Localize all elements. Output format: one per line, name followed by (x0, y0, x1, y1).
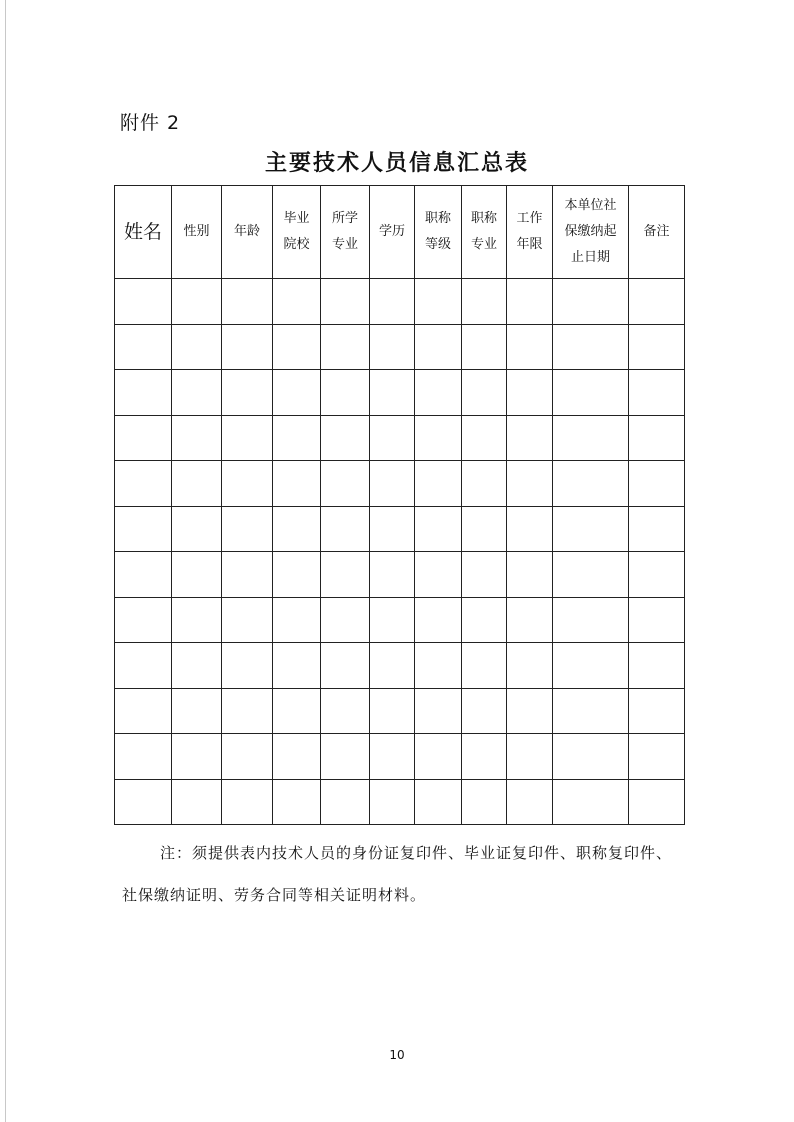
table-cell[interactable] (222, 324, 273, 370)
table-cell[interactable] (273, 506, 321, 552)
table-cell[interactable] (370, 552, 415, 598)
table-cell[interactable] (629, 461, 685, 507)
table-cell[interactable] (415, 461, 462, 507)
table-cell[interactable] (415, 506, 462, 552)
table-row (115, 506, 685, 552)
table-cell[interactable] (370, 324, 415, 370)
table-cell[interactable] (172, 279, 222, 325)
table-cell[interactable] (172, 370, 222, 416)
table-cell[interactable] (321, 506, 370, 552)
table-cell[interactable] (415, 597, 462, 643)
table-row (115, 597, 685, 643)
table-cell[interactable] (273, 415, 321, 461)
table-cell[interactable] (321, 415, 370, 461)
table-cell[interactable] (370, 370, 415, 416)
table-cell[interactable] (415, 370, 462, 416)
table-cell[interactable] (370, 734, 415, 780)
table-cell[interactable] (507, 370, 553, 416)
table-cell[interactable] (629, 779, 685, 825)
table-cell[interactable] (115, 597, 172, 643)
table-cell[interactable] (172, 324, 222, 370)
table-cell[interactable] (273, 324, 321, 370)
header-name: 姓名 (115, 186, 172, 279)
table-cell[interactable] (415, 688, 462, 734)
table-cell[interactable] (222, 597, 273, 643)
header-social-security-period: 本单位社 保缴纳起 止日期 (553, 186, 629, 279)
attachment-label: 附件 2 (120, 112, 181, 134)
table-cell[interactable] (273, 461, 321, 507)
table-cell[interactable] (115, 279, 172, 325)
header-remarks: 备注 (629, 186, 685, 279)
table-cell[interactable] (507, 734, 553, 780)
table-cell[interactable] (321, 643, 370, 689)
table-cell[interactable] (553, 370, 629, 416)
table-cell[interactable] (273, 279, 321, 325)
table-cell[interactable] (273, 779, 321, 825)
table-row (115, 643, 685, 689)
table-cell[interactable] (370, 597, 415, 643)
table-cell[interactable] (507, 415, 553, 461)
table-row (115, 279, 685, 325)
table-cell[interactable] (462, 324, 507, 370)
table-cell[interactable] (507, 461, 553, 507)
table-cell[interactable] (629, 370, 685, 416)
table-cell[interactable] (553, 552, 629, 598)
table-cell[interactable] (370, 461, 415, 507)
table-cell[interactable] (115, 506, 172, 552)
table-cell[interactable] (321, 324, 370, 370)
table-cell[interactable] (222, 370, 273, 416)
table-row (115, 461, 685, 507)
table-cell[interactable] (222, 279, 273, 325)
table-cell[interactable] (507, 506, 553, 552)
table-header-row (115, 186, 685, 279)
table-cell[interactable] (415, 643, 462, 689)
table-cell[interactable] (462, 779, 507, 825)
table-cell[interactable] (370, 779, 415, 825)
table-row (115, 370, 685, 416)
header-title-level: 职称 等级 (415, 186, 462, 279)
table-cell[interactable] (273, 688, 321, 734)
table-cell[interactable] (507, 643, 553, 689)
table-cell[interactable] (321, 370, 370, 416)
table-cell[interactable] (222, 734, 273, 780)
table-row (115, 415, 685, 461)
table-cell[interactable] (222, 506, 273, 552)
table-cell[interactable] (273, 597, 321, 643)
table-cell[interactable] (553, 324, 629, 370)
table-row (115, 688, 685, 734)
table-cell[interactable] (629, 688, 685, 734)
header-major: 所学 专业 (321, 186, 370, 279)
table-cell[interactable] (553, 643, 629, 689)
table-cell[interactable] (172, 506, 222, 552)
table-cell[interactable] (321, 552, 370, 598)
table-cell[interactable] (415, 552, 462, 598)
table-cell[interactable] (172, 643, 222, 689)
table-cell[interactable] (629, 415, 685, 461)
table-row (115, 552, 685, 598)
table-cell[interactable] (415, 279, 462, 325)
table-cell[interactable] (462, 461, 507, 507)
table-cell[interactable] (222, 461, 273, 507)
table-cell[interactable] (462, 370, 507, 416)
table-cell[interactable] (507, 552, 553, 598)
table-cell[interactable] (273, 734, 321, 780)
table-cell[interactable] (321, 461, 370, 507)
table-cell[interactable] (321, 597, 370, 643)
table-cell[interactable] (115, 461, 172, 507)
header-work-years: 工作 年限 (507, 186, 553, 279)
table-cell[interactable] (462, 643, 507, 689)
table-cell[interactable] (507, 324, 553, 370)
table-cell[interactable] (172, 552, 222, 598)
table-cell[interactable] (553, 415, 629, 461)
table-cell[interactable] (415, 779, 462, 825)
table-cell[interactable] (115, 415, 172, 461)
table-cell[interactable] (222, 643, 273, 689)
table-cell[interactable] (462, 415, 507, 461)
table-cell[interactable] (172, 415, 222, 461)
table-cell[interactable] (115, 779, 172, 825)
table-cell[interactable] (273, 370, 321, 416)
table-cell[interactable] (629, 643, 685, 689)
table-cell[interactable] (462, 688, 507, 734)
table-cell[interactable] (553, 734, 629, 780)
table-cell[interactable] (370, 279, 415, 325)
table-cell[interactable] (553, 688, 629, 734)
table-cell[interactable] (172, 461, 222, 507)
table-cell[interactable] (172, 597, 222, 643)
table-row (115, 324, 685, 370)
table-cell[interactable] (172, 688, 222, 734)
table-cell[interactable] (462, 734, 507, 780)
table-cell[interactable] (553, 279, 629, 325)
table-cell[interactable] (462, 552, 507, 598)
table-cell[interactable] (172, 779, 222, 825)
table-cell[interactable] (629, 597, 685, 643)
header-age: 年龄 (222, 186, 273, 279)
table-cell[interactable] (222, 688, 273, 734)
table-cell[interactable] (370, 415, 415, 461)
table-cell[interactable] (553, 506, 629, 552)
table-cell[interactable] (629, 506, 685, 552)
table-cell[interactable] (321, 734, 370, 780)
table-cell[interactable] (222, 779, 273, 825)
header-title-specialty: 职称 专业 (462, 186, 507, 279)
table-cell[interactable] (507, 779, 553, 825)
document-title: 主要技术人员信息汇总表 (264, 150, 529, 176)
table-cell[interactable] (629, 734, 685, 780)
table-cell[interactable] (629, 324, 685, 370)
table-cell[interactable] (115, 734, 172, 780)
table-row (115, 734, 685, 780)
table-cell[interactable] (553, 779, 629, 825)
table-cell[interactable] (115, 552, 172, 598)
header-education: 学历 (370, 186, 415, 279)
table-cell[interactable] (629, 552, 685, 598)
technical-staff-table (114, 185, 685, 825)
table-cell[interactable] (321, 779, 370, 825)
table-cell[interactable] (222, 415, 273, 461)
table-cell[interactable] (415, 415, 462, 461)
table-cell[interactable] (370, 643, 415, 689)
table-cell[interactable] (321, 279, 370, 325)
table-cell[interactable] (115, 688, 172, 734)
table-cell[interactable] (415, 324, 462, 370)
table-cell[interactable] (273, 643, 321, 689)
table-body (115, 279, 685, 825)
table-cell[interactable] (507, 597, 553, 643)
table-cell[interactable] (553, 597, 629, 643)
page-number: 10 (389, 1048, 405, 1062)
table-cell[interactable] (370, 688, 415, 734)
table-cell[interactable] (115, 324, 172, 370)
table-cell[interactable] (415, 734, 462, 780)
table-row (115, 779, 685, 825)
table-cell[interactable] (629, 279, 685, 325)
table-cell[interactable] (553, 461, 629, 507)
table-cell[interactable] (172, 734, 222, 780)
table-cell[interactable] (462, 597, 507, 643)
footnote: 注：须提供表内技术人员的身份证复印件、毕业证复印件、职称复印件、社保缴纳证明、劳务合同等相关证明材料。 (122, 844, 673, 904)
table-cell[interactable] (273, 552, 321, 598)
table-cell[interactable] (462, 279, 507, 325)
table-cell[interactable] (222, 552, 273, 598)
table-cell[interactable] (507, 279, 553, 325)
table-cell[interactable] (321, 688, 370, 734)
table-cell[interactable] (507, 688, 553, 734)
table-cell[interactable] (462, 506, 507, 552)
table-cell[interactable] (115, 370, 172, 416)
table-cell[interactable] (370, 506, 415, 552)
table-cell[interactable] (115, 643, 172, 689)
header-gender: 性别 (172, 186, 222, 279)
header-school: 毕业 院校 (273, 186, 321, 279)
